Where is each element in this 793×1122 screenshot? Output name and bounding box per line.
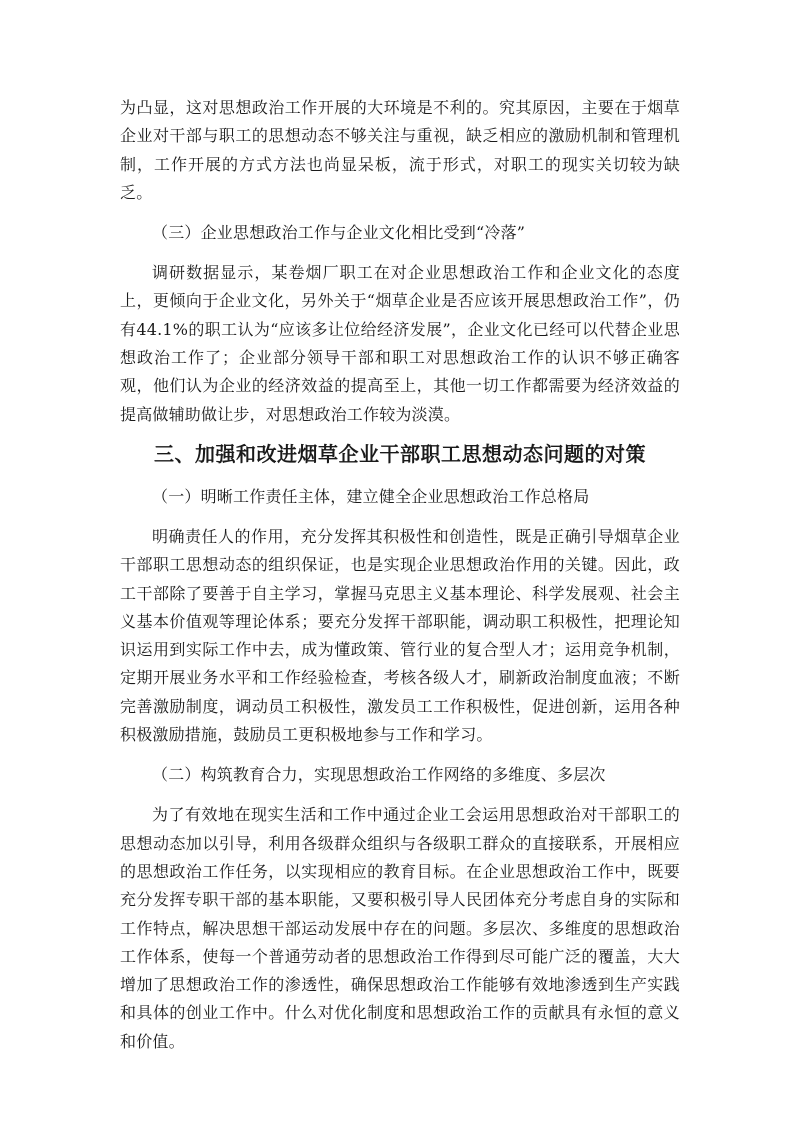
subheading-section-3: （三）企业思想政治工作与企业文化相比受到“冷落” (152, 223, 526, 243)
paragraph-continuation: 为凸显，这对思想政治工作开展的大环境是不利的。究其原因，主要在于烟草企业对干部与职工的思想动态不够关注与重视，缺乏相应的激励机制和管理机制，工作开展的方式方法也尚显呆板，流于形式，对职工的现实关切较为缺乏。 (120, 98, 680, 202)
subheading-2: （二）构筑教育合力，实现思想政治工作网络的多维度、多层次 (152, 765, 606, 785)
paragraph-survey-data: 调研数据显示，某卷烟厂职工在对企业思想政治工作和企业文化的态度上，更倾向于企业文化，另外关于“烟草企业是否应该开展思想政治工作”，仍有44.1%的职工认为“应该多让位给经济发展”，企业文化已经可以代替企业思想政治工作了；企业部分领导干部和职工对思想政治工作的认识不够正确客观，他们认为企业的经济效益的提高至上，其他一切工作都需要为经济效益的提高做辅助做让步，对思想政治工作较为淡漠。 (120, 263, 680, 424)
subheading-1: （一）明晰工作责任主体，建立健全企业思想政治工作总格局 (152, 486, 590, 506)
section-title: 三、加强和改进烟草企业干部职工思想动态问题的对策 (154, 441, 646, 466)
paragraph-education: 为了有效地在现实生活和工作中通过企业工会运用思想政治对干部职工的思想动态加以引导，利用各级群众组织与各级职工群众的直接联系，开展相应的思想政治工作任务，以实现相应的教育目标。在企业思想政治工作中，既要充分发挥专职干部的基本职能，又要积极引导人民团体充分考虑自身的实际和工作特点，解决思想干部运动发展中存在的问题。多层次、多维度的思想政治工作体系，使每一个普通劳动者的思想政治工作得到尽可能广泛的覆盖，大大增加了思想政治工作的渗透性，确保思想政治工作能够有效地渗透到生产实践和具体的创业工作中。什么对优化制度和思想政治工作的贡献具有永恒的意义和价值。 (120, 805, 680, 1051)
document-body (120, 94, 680, 1056)
paragraph-responsibility: 明确责任人的作用，充分发挥其积极性和创造性，既是正确引导烟草企业干部职工思想动态的组织保证，也是实现企业思想政治作用的关键。因此，政工干部除了要善于自主学习，掌握马克思主义基本理论、科学发展观、社会主义基本价值观等理论体系；要充分发挥干部职能，调动职工积极性，把理论知识运用到实际工作中去，成为懂政策、管行业的复合型人才；运用竞争机制，定期开展业务水平和工作经验检查，考核各级人才，刷新政治制度血液；不断完善激励制度，调动员工积极性，激发员工工作积极性，促进创新，运用各种积极激励措施，鼓励员工更积极地参与工作和学习。 (120, 526, 680, 745)
